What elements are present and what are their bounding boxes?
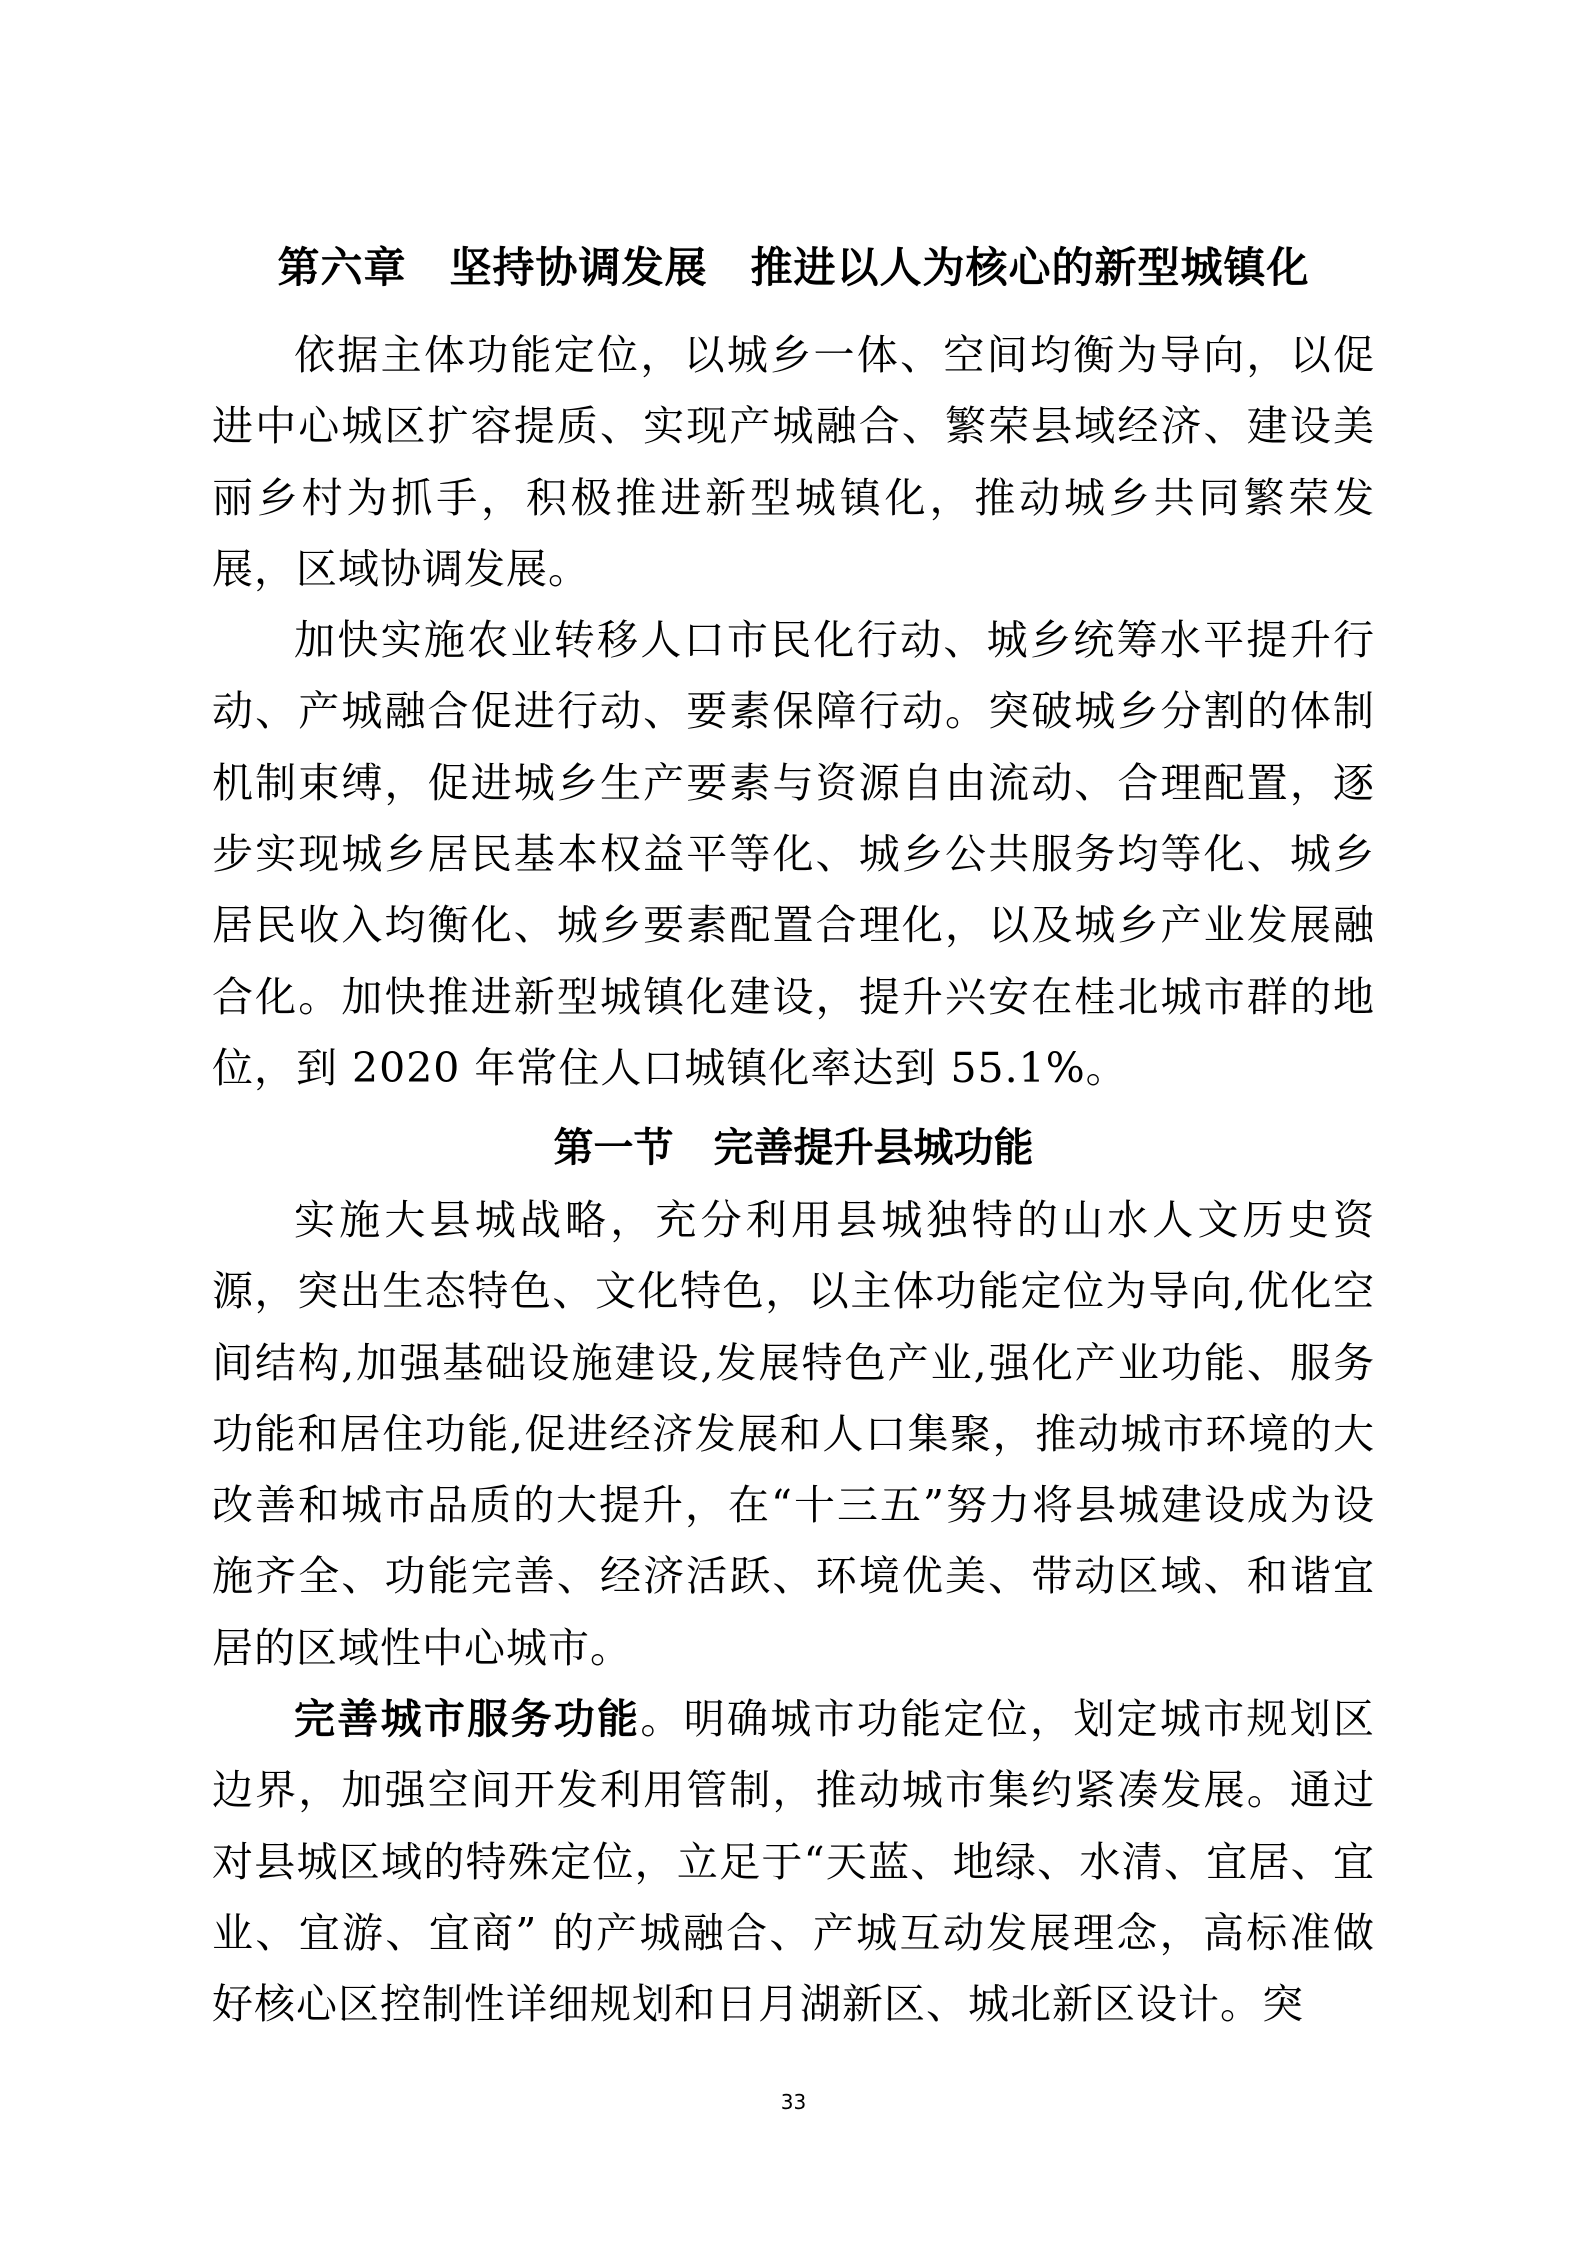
service-paragraph xyxy=(212,1684,1375,2040)
paragraph-1: 依据主体功能定位，以城乡一体、空间均衡为导向，以促进中心城区扩容提质、实现产城融合、繁荣县域经济、建设美丽乡村为抓手，积极推进新型城镇化，推动城乡共同繁荣发展，区域协调发展。 xyxy=(212,331,1375,593)
chapter-title: 第六章 坚持协调发展 推进以人为核心的新型城镇化 xyxy=(277,243,1310,292)
section-block xyxy=(212,1185,1375,2041)
paragraph-2: 加快实施农业转移人口市民化行动、城乡统筹水平提升行动、产城融合促进行动、要素保障行动。突破城乡分割的体制机制束缚，促进城乡生产要素与资源自由流动、合理配置，逐步实现城乡居民基本权益平等化、城乡公共服务均等化、城乡居民收入均衡化、城乡要素配置合理化，以及城乡产业发展融合化。加快推进新型城镇化建设，提升兴安在桂北城市群的地位，到 2020 年常住人口城镇化率达到 55.1%。 xyxy=(212,616,1375,1092)
section-paragraph: 实施大县城战略，充分利用县城独特的山水人文历史资源，突出生态特色、文化特色，以主体功能定位为导向,优化空间结构,加强基础设施建设,发展特色产业,强化产业功能、服务功能和居住功能,促进经济发展和人口集聚，推动城市环境的大改善和城市品质的大提升，在“十三五”努力将县城建设成为设施齐全、功能完善、经济活跃、环境优美、带动区域、和谐宜居的区域性中心城市。 xyxy=(212,1196,1375,1672)
service-paragraph-text: 。明确城市功能定位，划定城市规划区边界，加强空间开发利用管制，推动城市集约紧凑发展。通过对县城区域的特殊定位，立足于“天蓝、地绿、水清、宜居、宜业、宜游、宜商” 的产城融合、产城互动发展理念，高标准做好核心区控制性详细规划和日月湖新区、城北新区设计。突 xyxy=(212,1695,1376,2029)
page-number: 33 xyxy=(780,2090,807,2114)
intro-block xyxy=(212,320,1375,1104)
service-paragraph-lead: 完善城市服务功能 xyxy=(294,1695,641,1744)
section-title: 第一节 完善提升县城功能 xyxy=(553,1125,1034,1171)
